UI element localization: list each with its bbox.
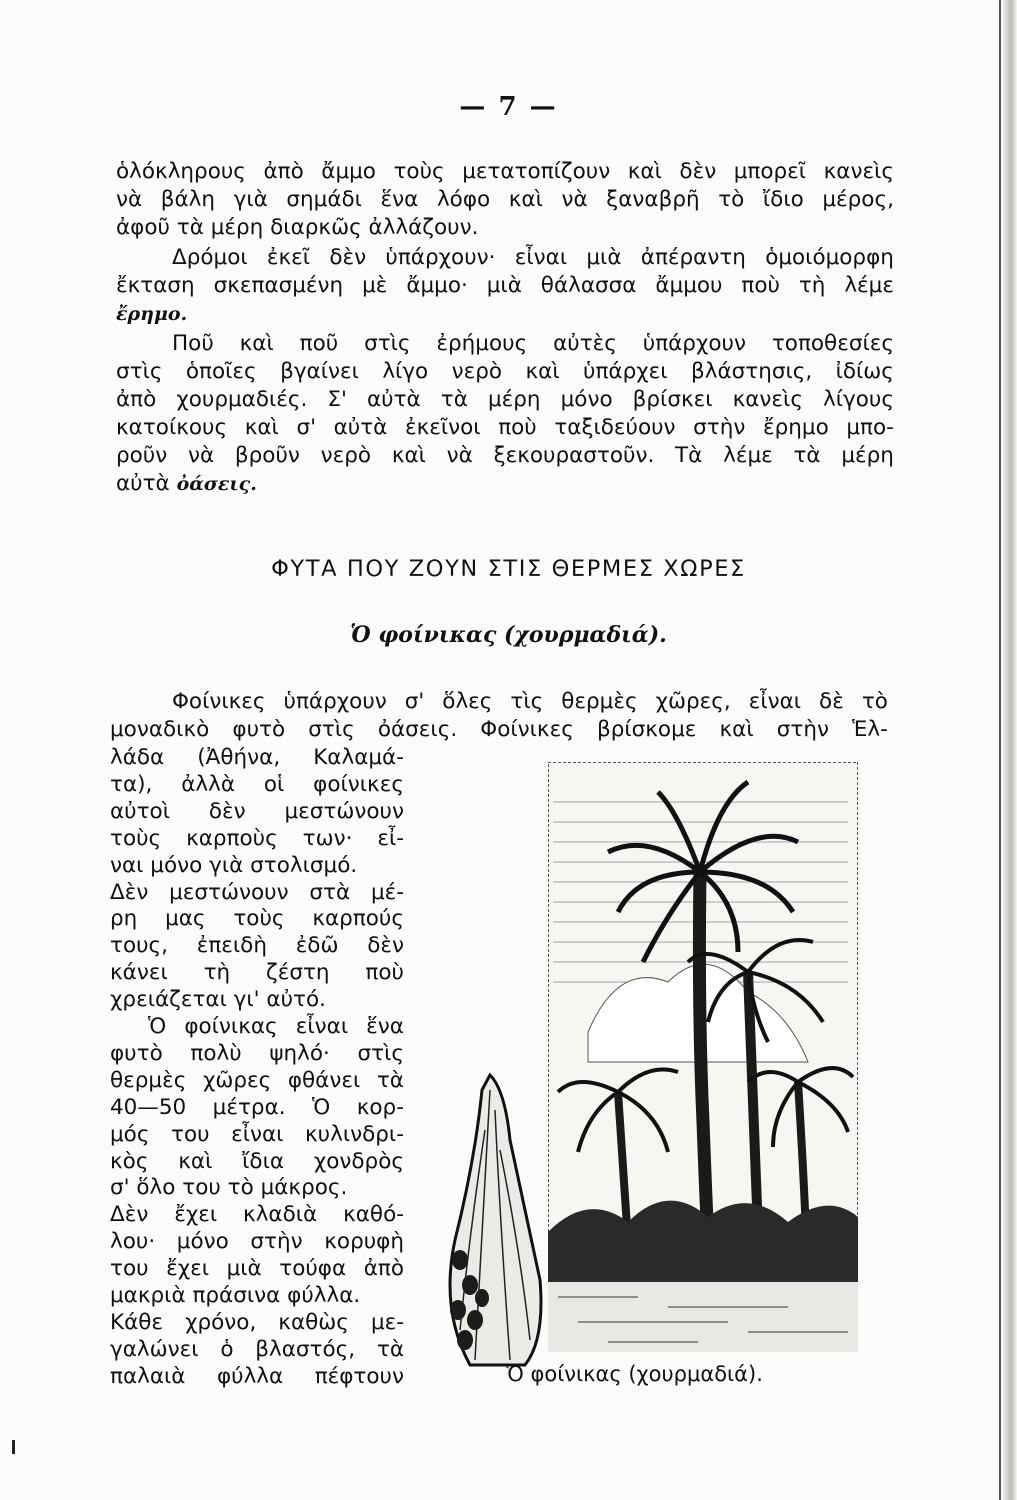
word: μιὰ xyxy=(486,273,522,298)
word: τὸ xyxy=(861,689,888,714)
word: στὴν xyxy=(693,415,746,440)
word: ἐπειδὴ xyxy=(196,933,267,959)
word: λου· xyxy=(110,1229,156,1255)
paragraph-1-line-1 xyxy=(116,158,894,186)
word: νὰ xyxy=(188,443,215,468)
word: ποὺ xyxy=(498,415,537,440)
paragraph-2-line-1 xyxy=(172,244,894,272)
column-line xyxy=(148,1013,404,1041)
word: στὶς xyxy=(308,717,355,742)
column-line xyxy=(110,1282,404,1310)
word: φύλλα xyxy=(216,1363,284,1389)
word: στολισμό. xyxy=(243,852,358,878)
paragraph-4-line-2 xyxy=(110,716,888,744)
word: τὶς xyxy=(510,689,544,714)
column-line xyxy=(110,1040,404,1068)
word: βρίσκομε xyxy=(596,717,697,742)
word: σκεπασμένη xyxy=(213,273,344,298)
word: μέρη xyxy=(841,443,894,468)
word: εἶναι xyxy=(514,245,568,270)
word: πέφτουν xyxy=(314,1363,404,1389)
scan-mark xyxy=(12,1440,15,1454)
paragraph-3-line-5 xyxy=(116,442,894,470)
word: τὴ xyxy=(203,960,231,986)
word: σ' xyxy=(110,1175,130,1201)
paragraph-3-line-1 xyxy=(172,330,894,358)
word: του xyxy=(110,1256,149,1282)
word: ὀάσεις. xyxy=(377,717,458,742)
word: ἰδίως xyxy=(835,359,894,384)
word: Κάθε xyxy=(110,1309,164,1335)
word: ἀπέραντη xyxy=(640,245,746,270)
word: ὑπάρχουν xyxy=(283,689,387,714)
word: γαλώνει xyxy=(110,1336,199,1362)
word: αὐτοὶ xyxy=(110,798,170,824)
word: νὰ xyxy=(561,187,588,212)
word: ἔρημο xyxy=(763,415,829,440)
column-line xyxy=(110,905,404,933)
word: τὰ xyxy=(376,1336,404,1362)
word: κλαδιὰ xyxy=(243,1202,318,1228)
word: βρίσκει xyxy=(632,387,713,412)
column-line xyxy=(110,1201,404,1229)
word: θερμὲς xyxy=(561,689,638,714)
word: λίγο xyxy=(382,359,429,384)
column-line xyxy=(110,1363,404,1391)
word: βλάστησις, xyxy=(691,359,813,384)
word: γιὰ xyxy=(233,187,268,212)
word: (Ἀθήνα, xyxy=(197,745,281,770)
word: βλαστός, xyxy=(255,1336,356,1362)
word: ἀπὸ xyxy=(263,159,304,184)
word: τὸ xyxy=(220,1175,254,1201)
word: ψηλό· xyxy=(269,1040,330,1066)
word: νὰ xyxy=(116,187,143,212)
word: τὰ xyxy=(376,1067,404,1093)
word: καὶ xyxy=(178,1148,213,1174)
word: στὴν xyxy=(776,717,829,742)
word: ὑπάρχουν· xyxy=(385,245,496,270)
column-line xyxy=(110,744,404,772)
word: μετατοπίζουν xyxy=(462,159,611,184)
paragraph-2-line-2 xyxy=(116,272,894,300)
word: βγαίνει xyxy=(280,359,359,384)
word: μακριὰ xyxy=(110,1283,186,1308)
word: τὰ xyxy=(440,387,468,412)
word: Φοίνικες xyxy=(480,717,574,742)
word: ξεκουραστοῦν. xyxy=(493,443,655,468)
word: φυτὸ xyxy=(110,1040,163,1066)
word: ἕνα xyxy=(380,187,419,212)
word: τούφα xyxy=(279,1256,347,1282)
column-line xyxy=(110,771,404,799)
page-edge-line xyxy=(999,0,1001,1500)
column-line xyxy=(110,959,404,987)
word: αὐτό. xyxy=(259,987,326,1013)
word: χρόνο, xyxy=(185,1309,257,1335)
word: κορ- xyxy=(356,1094,404,1120)
word: λίγους xyxy=(823,387,894,412)
column-line xyxy=(110,1255,404,1283)
word: γιὰ xyxy=(202,852,244,878)
column-line xyxy=(110,1121,404,1149)
column-line xyxy=(110,1228,404,1256)
word: ὁλόκληρους xyxy=(116,159,246,184)
word: τὴ xyxy=(798,273,826,298)
word: φθάνει xyxy=(287,1067,361,1093)
word: τοὺς xyxy=(110,825,162,851)
paragraph-3-line-4 xyxy=(116,414,894,442)
column-line xyxy=(110,932,404,960)
word: πολὺ xyxy=(190,1040,242,1066)
word: Δρόμοι xyxy=(172,245,248,270)
word: ἀπὸ xyxy=(363,1256,404,1282)
word: ὅλες xyxy=(442,689,493,714)
paragraph-3-last-prefix: αὐτὰ xyxy=(116,471,170,496)
word: με- xyxy=(370,1309,404,1335)
column-line xyxy=(110,852,404,880)
word: ποὺ xyxy=(365,960,404,986)
word: ἐρήμους xyxy=(436,331,528,356)
word: Καλαμά- xyxy=(313,745,404,770)
word: χῶρες, xyxy=(655,689,731,714)
word: ἄμμου xyxy=(655,273,723,298)
word: των· xyxy=(302,825,353,851)
word: καὶ xyxy=(627,159,662,184)
word: μιὰ xyxy=(586,245,622,270)
word: μέ- xyxy=(370,879,404,905)
word: Τὰ xyxy=(675,443,703,468)
word: πράσινα xyxy=(185,1283,281,1308)
word: μπορεῖ xyxy=(733,159,807,184)
word: δὲν xyxy=(329,245,367,270)
word: κὸς xyxy=(110,1148,149,1174)
word: Σ' xyxy=(327,387,347,412)
word: τοποθεσίες xyxy=(771,331,894,356)
word: δὲν xyxy=(679,159,717,184)
word: ἐδῶ xyxy=(295,933,339,959)
word: καὶ xyxy=(525,359,560,384)
word: μέρος, xyxy=(822,187,894,212)
word: καρποὺς xyxy=(186,825,278,851)
word: ὁμοιόμορφη xyxy=(765,245,894,270)
word: αὐτὰ xyxy=(366,387,421,412)
column-line xyxy=(110,1309,404,1337)
word: κορυφὴ xyxy=(324,1229,404,1255)
word: χῶρες xyxy=(202,1067,272,1093)
word: ὑπάρχουν xyxy=(642,331,746,356)
word: θερμὲς xyxy=(110,1067,187,1093)
word: ἴδια xyxy=(242,1148,285,1174)
word: 40—50 xyxy=(110,1094,187,1120)
word: Ὁ xyxy=(312,1094,331,1120)
word: μόνο xyxy=(176,1229,229,1255)
word: εἶναι xyxy=(295,1014,349,1039)
word: κανεὶς xyxy=(732,387,803,412)
word: δὲν xyxy=(208,798,246,824)
word: νὰ xyxy=(446,443,473,468)
word: Ὁ xyxy=(148,1014,167,1039)
word: εἶναι xyxy=(231,1121,284,1147)
word: ποὺ xyxy=(741,273,780,298)
word: οἱ xyxy=(263,771,285,797)
word: φοίνικες xyxy=(313,771,404,797)
word: ξαναβρῆ xyxy=(606,187,700,212)
word: ἔχει xyxy=(174,1202,218,1228)
palm-illustration xyxy=(548,762,858,1352)
word: χουρμαδιές. xyxy=(176,387,308,412)
paragraph-4-line-1 xyxy=(172,688,888,716)
word: ὁποῖες xyxy=(185,359,257,384)
word: μοναδικὸ xyxy=(110,717,210,742)
word: ἴδιο xyxy=(762,187,804,212)
word: τους, xyxy=(110,933,168,959)
word: καθό- xyxy=(343,1202,404,1228)
word: δὲ xyxy=(819,689,844,714)
illustration-caption: Ὁ φοίνικας (χουρμαδιά). xyxy=(506,1362,763,1386)
word: Ἑλ- xyxy=(852,717,888,742)
word: ἀπὸ xyxy=(116,387,157,412)
word: τοὺς xyxy=(393,159,445,184)
word: μός xyxy=(110,1121,150,1147)
column-line xyxy=(110,825,404,853)
word: Ποῦ xyxy=(172,331,214,356)
column-line xyxy=(110,1174,404,1202)
paragraph-1-line-3: ἀφοῦ τὰ μέρη διαρκῶς ἀλλάζουν. xyxy=(116,215,479,240)
word: μιὰ xyxy=(226,1256,262,1282)
word: φύλλα. xyxy=(280,1283,361,1308)
word: φυτὸ xyxy=(232,717,286,742)
book-spine-shadow xyxy=(1003,0,1017,1500)
paragraph-3-emphasis: ὀάσεις. xyxy=(176,473,257,495)
word: καὶ xyxy=(719,717,754,742)
word: ποῦ xyxy=(299,331,339,356)
paragraph-3-line-2 xyxy=(116,358,894,386)
word: εἶναι xyxy=(748,689,802,714)
column-line xyxy=(110,798,404,826)
paragraph-3-line-6 xyxy=(116,470,257,498)
word: ρη xyxy=(110,906,138,932)
column-line xyxy=(110,1336,404,1364)
word: ἐκεῖ xyxy=(266,245,311,270)
word: εἶ- xyxy=(377,825,404,851)
word: καὶ xyxy=(239,331,274,356)
word: λέμε xyxy=(844,273,894,298)
word: γι' xyxy=(226,987,260,1013)
column-line xyxy=(110,1148,404,1176)
word: χρειάζεται xyxy=(110,987,227,1013)
word: καὶ xyxy=(508,187,543,212)
word: τοὺς xyxy=(233,906,285,932)
word: ὑπάρχει xyxy=(583,359,668,384)
word: ἄμμο· xyxy=(406,273,468,298)
column-line xyxy=(110,986,404,1014)
word: Φοίνικες xyxy=(172,689,266,714)
word: Δὲν xyxy=(110,1202,149,1228)
word: μεστώνουν xyxy=(284,798,404,824)
word: κατοίκους xyxy=(116,415,228,440)
word: μπο- xyxy=(846,415,894,440)
word: ἕνα xyxy=(366,1014,404,1039)
word: λέμε xyxy=(723,443,773,468)
word: καὶ xyxy=(244,415,279,440)
word: λάδα xyxy=(110,745,165,770)
word: σ' xyxy=(404,689,425,714)
word: ἐκεῖνοι xyxy=(404,415,481,440)
word: στὴν xyxy=(250,1229,303,1255)
word: του xyxy=(171,1121,210,1147)
word: αὐτὲς xyxy=(553,331,617,356)
word: μόνο xyxy=(560,387,613,412)
section-heading: ΦΥΤΑ ΠΟΥ ΖΟΥΝ ΣΤΙΣ ΘΕΡΜΕΣ ΧΩΡΕΣ xyxy=(271,556,746,582)
word: στὰ xyxy=(309,879,351,905)
word: ὅλο xyxy=(129,1175,176,1201)
paragraph-1-line-2 xyxy=(116,186,894,214)
word: μάκρος. xyxy=(253,1175,348,1201)
word: μεστώνουν xyxy=(169,879,289,905)
paragraph-2-emphasis: ἔρημο. xyxy=(116,303,188,325)
word: ναι xyxy=(110,852,144,878)
column-line xyxy=(110,1067,404,1095)
word: στὶς xyxy=(116,359,163,384)
word: θάλασσα xyxy=(540,273,637,298)
word: ἀλλὰ xyxy=(181,771,235,797)
word: φοίνικας xyxy=(184,1014,278,1039)
word: δὲν xyxy=(367,933,404,959)
word: νερὸ xyxy=(320,443,372,468)
word: τα), xyxy=(110,771,153,797)
word: σ' xyxy=(296,415,316,440)
word: ὁ xyxy=(220,1336,234,1362)
word: νερὸ xyxy=(451,359,503,384)
paragraph-3-line-3 xyxy=(116,386,894,414)
subheading: Ὁ φοίνικας (χουρμαδιά). xyxy=(350,622,667,648)
word: τὸ xyxy=(718,187,745,212)
word: ροῦν xyxy=(116,443,168,468)
word: ζέστη xyxy=(266,960,330,986)
word: ἔχει xyxy=(166,1256,210,1282)
word: στὶς xyxy=(364,331,411,356)
word: μόνο xyxy=(143,852,203,878)
word: ταξιδεύουν xyxy=(554,415,676,440)
word: τὰ xyxy=(793,443,821,468)
word: χονδρὸς xyxy=(313,1148,404,1174)
word: σημάδι xyxy=(286,187,362,212)
word: βροῦν xyxy=(234,443,300,468)
column-line xyxy=(110,1094,404,1122)
word: του xyxy=(175,1175,221,1201)
word: κάνει xyxy=(110,960,168,986)
page-number: — 7 — xyxy=(459,92,558,122)
word: καθὼς xyxy=(278,1309,349,1335)
word: μας xyxy=(165,906,206,932)
word: ἄμμο xyxy=(321,159,376,184)
word: παλαιὰ xyxy=(110,1363,186,1389)
word: μέρη xyxy=(487,387,541,412)
word: Δὲν xyxy=(110,879,149,905)
word: μέτρα. xyxy=(212,1094,286,1120)
word: στὶς xyxy=(357,1040,404,1066)
word: κανεὶς xyxy=(823,159,894,184)
word: καρπούς xyxy=(312,906,404,932)
word: καὶ xyxy=(391,443,426,468)
word: βάλη xyxy=(160,187,216,212)
date-bunch-illustration xyxy=(430,1070,550,1370)
word: κυλινδρι- xyxy=(305,1121,404,1147)
word: ἔκταση xyxy=(116,273,195,298)
word: αὐτὰ xyxy=(333,415,388,440)
word: μὲ xyxy=(362,273,388,298)
word: λόφο xyxy=(436,187,491,212)
column-line xyxy=(110,879,404,907)
